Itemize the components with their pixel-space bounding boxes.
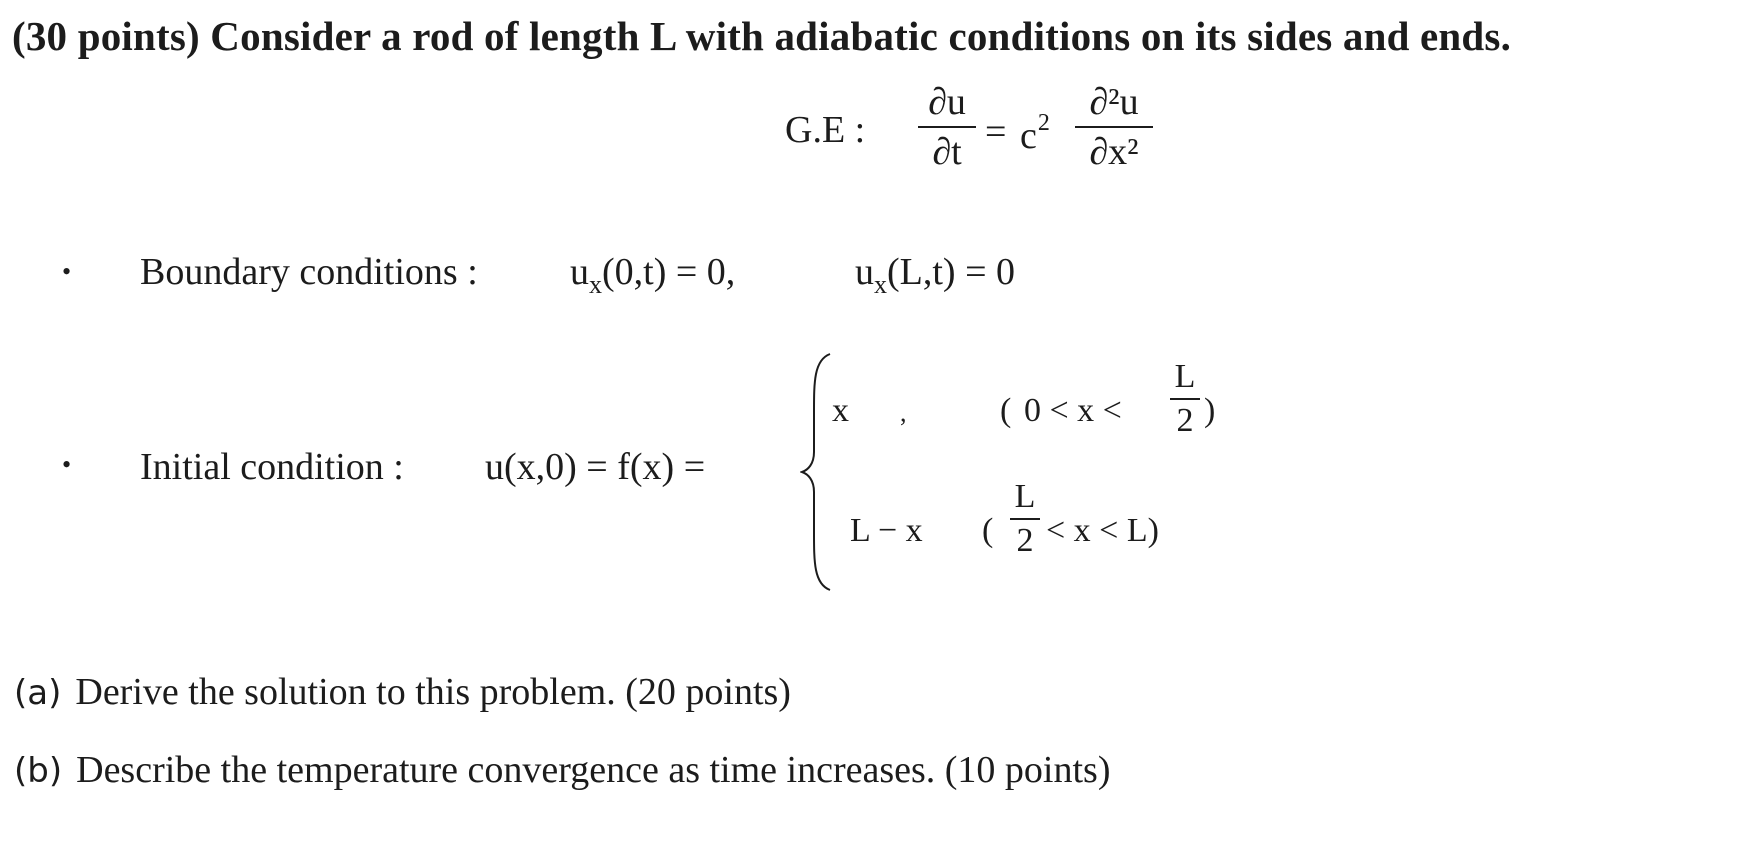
rhs-fraction	[1075, 80, 1153, 174]
initial-condition-expression: u(x,0) = f(x) =	[485, 446, 706, 488]
rhs-denominator: ∂x²	[1089, 131, 1139, 173]
x-subscript: x	[589, 270, 602, 299]
fraction-bar	[1075, 126, 1153, 128]
part-a	[14, 670, 791, 714]
condition-rest: (0,t) = 0,	[602, 251, 736, 293]
fraction-numerator: L	[1014, 478, 1036, 515]
case1-comma: ,	[900, 398, 907, 427]
equals-sign: =	[985, 111, 1007, 153]
x-subscript: x	[874, 270, 887, 299]
coefficient-base: c	[1020, 115, 1037, 157]
left-brace-icon	[800, 352, 834, 592]
condition-rest: (L,t) = 0	[887, 251, 1016, 293]
governing-equation-label: G.E :	[785, 109, 866, 151]
part-a-label: (a)	[14, 673, 62, 713]
fraction-denominator: 2	[1016, 522, 1034, 559]
lhs-fraction	[918, 80, 976, 174]
problem-title: (30 points) Consider a rod of length L with adiabatic conditions on its sides and ends.	[12, 13, 1512, 59]
case1-close-paren: )	[1204, 392, 1216, 429]
fraction-numerator: L	[1174, 358, 1196, 395]
part-b-text: Describe the temperature convergence as time increases. (10 points)	[76, 749, 1111, 791]
part-b	[14, 748, 1111, 792]
case1-half-length-fraction	[1170, 358, 1200, 440]
fraction-bar	[1010, 518, 1040, 520]
boundary-conditions-label: Boundary conditions :	[140, 251, 478, 293]
u-symbol: u	[570, 251, 589, 293]
case2-half-length-fraction	[1010, 478, 1040, 560]
boundary-condition-left	[570, 250, 736, 299]
case1-open-paren: (	[1000, 392, 1012, 429]
case1-expression: x	[832, 392, 849, 429]
case1-inequality: 0 < x <	[1024, 392, 1122, 429]
diffusivity-coefficient	[1020, 110, 1050, 158]
rhs-numerator: ∂²u	[1089, 81, 1139, 123]
bullet-icon: •	[62, 450, 72, 479]
u-symbol: u	[855, 251, 874, 293]
case2-inequality: < x < L)	[1046, 512, 1159, 549]
fraction-bar	[918, 126, 976, 128]
part-b-label: (b)	[14, 751, 63, 791]
lhs-numerator: ∂u	[928, 81, 966, 123]
coefficient-exponent: 2	[1037, 110, 1050, 136]
case2-open-paren: (	[982, 512, 994, 549]
case2-expression: L − x	[850, 512, 923, 549]
part-a-text: Derive the solution to this problem. (20 points)	[75, 671, 791, 713]
bullet-icon: •	[62, 257, 72, 286]
boundary-condition-right	[855, 250, 1016, 299]
lhs-denominator: ∂t	[932, 131, 962, 173]
initial-condition-label: Initial condition :	[140, 446, 404, 488]
fraction-bar	[1170, 398, 1200, 400]
fraction-denominator: 2	[1176, 402, 1194, 439]
